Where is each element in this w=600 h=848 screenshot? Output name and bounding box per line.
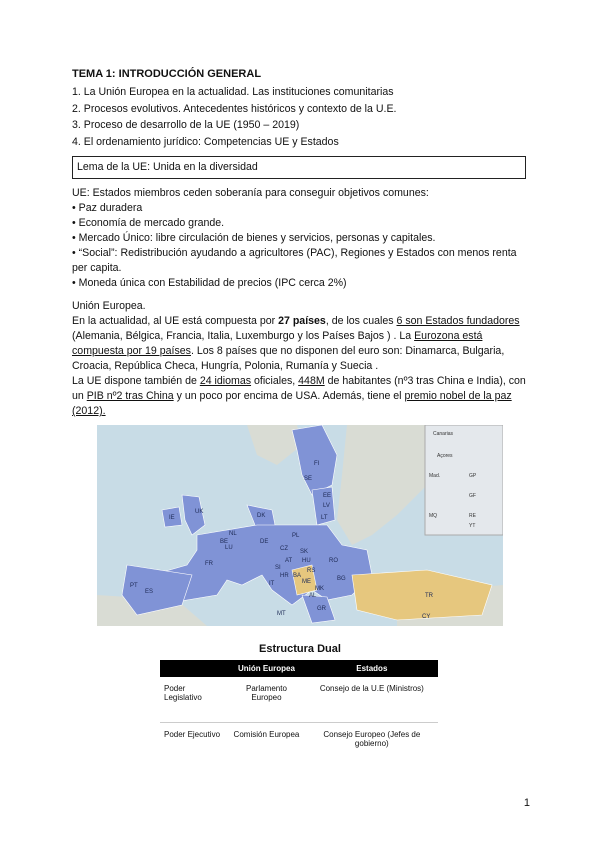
- table-cell: Comisión Europea: [233, 730, 300, 739]
- text-run: oficiales,: [251, 375, 299, 387]
- map-label-nl: NL: [229, 531, 237, 537]
- map-label-de: DE: [260, 539, 269, 545]
- map-label-me: ME: [302, 579, 311, 585]
- map-label-ro: RO: [329, 558, 338, 564]
- lema-box: Lema de la UE: Unida en la diversidad: [72, 156, 526, 179]
- map-label-sk: SK: [300, 549, 309, 555]
- map-label-hu: HU: [302, 558, 311, 564]
- map-inset-label: RE: [469, 513, 476, 519]
- objective-item: • “Social”: Redistribución ayudando a agricultores (PAC), Regiones y Estados con menos renta per capita.: [72, 247, 517, 274]
- map-label-hr: HR: [280, 573, 289, 579]
- toc-item-4: 4. El ordenamiento jurídico: Competencias UE y Estados: [72, 135, 339, 148]
- table-cell: Parlamento Europeo: [227, 677, 305, 723]
- map-label-pl: PL: [292, 533, 300, 539]
- table-row: [160, 723, 438, 769]
- map-label-lu: LU: [225, 545, 233, 551]
- text-run-underlined: 448M: [298, 375, 325, 387]
- table-header-cell: [160, 660, 227, 677]
- map-inset-label: Açores: [437, 453, 453, 459]
- map-label-at: AT: [285, 558, 293, 564]
- map-label-lv: LV: [323, 503, 330, 509]
- table-cell: Consejo de la U.E (Ministros): [306, 677, 438, 723]
- map-label-al: AL: [309, 593, 317, 599]
- map-label-uk: UK: [195, 509, 204, 515]
- objective-item: • Economía de mercado grande.: [72, 217, 225, 229]
- map-label-bg: BG: [337, 576, 346, 582]
- text-run: (Alemania, Bélgica, Francia, Italia, Luxemburgo y los Países Bajos ) . La: [72, 330, 415, 342]
- map-label-es: ES: [145, 589, 154, 595]
- document-page: [72, 68, 528, 419]
- table-header-row: [160, 660, 438, 677]
- table-header-cell: Estados: [306, 660, 438, 677]
- text-run: de habitantes (nº3 tras China e India), con un: [72, 375, 526, 402]
- eu-map: [97, 425, 503, 626]
- toc-item-3: 3. Proceso de desarrollo de la UE (1950 – 2019): [72, 119, 300, 131]
- map-label-se: SE: [304, 476, 313, 482]
- page-title: TEMA 1: INTRODUCCIÓN GENERAL: [72, 68, 262, 80]
- text-run-underlined: 24 idiomas: [199, 375, 252, 387]
- union-paragraph-1: [72, 314, 528, 374]
- map-label-it: IT: [269, 581, 275, 587]
- map-label-rs: RS: [307, 568, 316, 574]
- map-label-dk: DK: [257, 513, 266, 519]
- page-number: 1: [523, 797, 530, 809]
- map-label-gr: GR: [317, 606, 326, 612]
- map-label-cz: CZ: [280, 546, 288, 552]
- text-run-underlined: PIB nº2 tras China: [86, 390, 174, 402]
- map-label-cy: CY: [422, 614, 431, 620]
- map-label-mt: MT: [277, 611, 286, 617]
- map-label-ie: IE: [169, 515, 175, 521]
- map-label-lt: LT: [321, 515, 328, 521]
- map-label-be: BE: [220, 539, 229, 545]
- table-of-contents: [72, 84, 528, 150]
- objectives-intro: UE: Estados miembros ceden soberanía para conseguir objetivos comunes:: [72, 187, 429, 199]
- toc-item-1: 1. La Unión Europea en la actualidad. Las instituciones comunitarias: [72, 86, 394, 98]
- map-label-si: SI: [275, 565, 281, 571]
- text-run: En la actualidad, al UE está compuesta por: [72, 315, 279, 327]
- toc-item-2: 2. Procesos evolutivos. Antecedentes históricos y contexto de la U.E.: [72, 102, 397, 115]
- map-inset-label: GP: [469, 473, 477, 479]
- map-label-ee: EE: [323, 493, 332, 499]
- text-run-bold: 27 países: [278, 315, 326, 327]
- union-paragraph-2: [72, 374, 528, 419]
- map-inset-label: MQ: [429, 513, 438, 519]
- map-label-pt: PT: [130, 583, 138, 589]
- table-row: [160, 677, 438, 723]
- table-cell: Consejo Europeo (Jefes de gobierno): [323, 730, 421, 748]
- union-heading: Unión Europea.: [72, 300, 146, 312]
- text-run: y un poco por encima de USA. Además, tiene el: [173, 390, 405, 402]
- map-label-fi: FI: [314, 461, 320, 467]
- table-cell: Poder Ejecutivo: [164, 730, 221, 739]
- table-header-cell: Unión Europea: [227, 660, 305, 677]
- objective-item: • Paz duradera: [72, 202, 143, 214]
- map-label-tr: TR: [425, 593, 433, 599]
- objective-item: • Mercado Único: libre circulación de bienes y servicios, personas y capitales.: [72, 232, 436, 244]
- eu-map-svg: [97, 425, 503, 626]
- text-run: La UE dispone también de: [72, 375, 200, 387]
- table-cell: Poder Legislativo: [160, 677, 227, 723]
- map-label-fr: FR: [205, 561, 213, 567]
- map-label-ba: BA: [293, 573, 302, 579]
- text-run-underlined: 6 son Estados fundadores: [396, 315, 520, 327]
- estructura-title: Estructura Dual: [259, 643, 341, 655]
- text-run-underlined: premio nobel de la paz (2012).: [72, 390, 512, 417]
- map-inset-label: YT: [469, 523, 476, 529]
- union-section: [72, 299, 528, 419]
- text-run-underlined: Eurozona está compuesta por 19 países: [72, 330, 483, 357]
- text-run: , de los cuales: [325, 315, 397, 327]
- map-label-mk: MK: [315, 586, 324, 592]
- map-inset-label: Mad.: [429, 473, 441, 479]
- map-inset-label: GF: [469, 493, 476, 499]
- map-inset-label: Canarias: [433, 431, 454, 437]
- estructura-dual-table: [160, 660, 438, 768]
- objectives-list: [72, 186, 528, 291]
- text-run: . Los 8 países que no disponen del euro son: Dinamarca, Bulgaria, Croacia, República Checa, Hungría, Polonia, Rumanía y Suecia .: [72, 345, 505, 372]
- objective-item: • Moneda única con Estabilidad de precios (IPC cerca 2%): [72, 277, 347, 289]
